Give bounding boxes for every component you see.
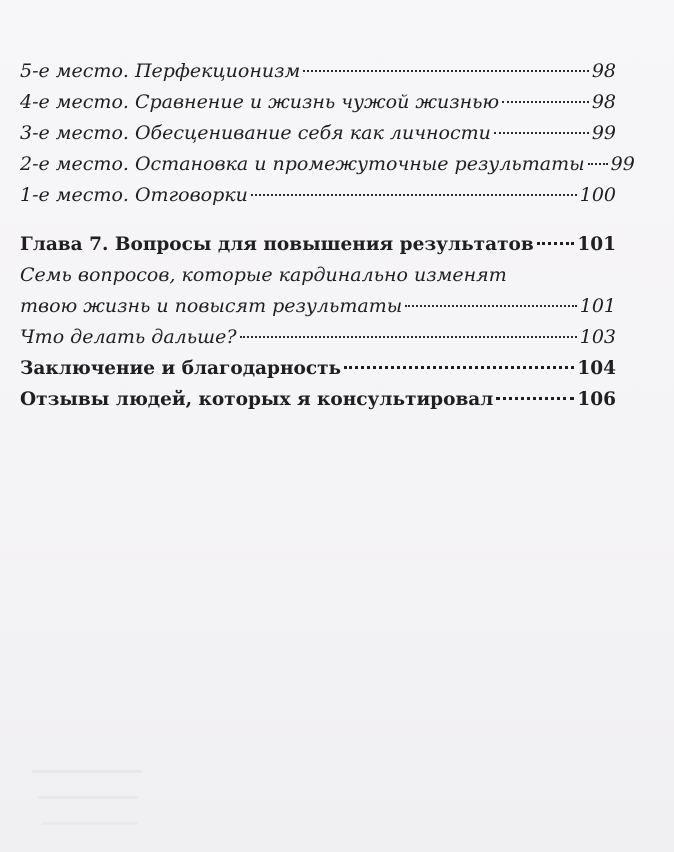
toc-entry-place-4	[20, 87, 616, 118]
toc-entry-conclusion	[20, 353, 616, 384]
dot-leader	[588, 163, 608, 165]
toc-entry-page: 101	[577, 234, 616, 255]
toc-entry-title: твою жизнь и повысят результаты	[20, 295, 403, 317]
toc-entry-title: 1-е место. Отговорки	[20, 184, 248, 206]
toc-entry-title: Что делать дальше?	[20, 326, 237, 348]
dot-leader	[502, 101, 589, 103]
toc-entry-page: 100	[579, 184, 616, 206]
show-through-texture	[28, 760, 148, 840]
table-of-contents	[20, 56, 635, 415]
toc-entry-chapter-7	[20, 229, 616, 260]
toc-entry-title: 3-е место. Обесценивание себя как личности	[20, 122, 491, 144]
dot-leader	[494, 132, 589, 134]
toc-entry-page: 99	[591, 122, 616, 144]
toc-entry-page: 104	[577, 358, 616, 379]
toc-entry-seven-questions-line2	[20, 291, 616, 322]
bleed-through-marks	[28, 760, 148, 840]
toc-entry-what-next	[20, 322, 616, 353]
toc-entry-place-5	[20, 56, 616, 87]
toc-entry-page: 99	[610, 153, 635, 175]
toc-entry-page: 101	[579, 295, 616, 317]
toc-entry-page: 98	[591, 60, 616, 82]
toc-entry-page: 106	[577, 389, 616, 410]
dot-leader	[240, 336, 577, 338]
toc-entry-title: Глава 7. Вопросы для повышения результатов	[20, 234, 534, 255]
toc-entry-place-1	[20, 180, 616, 211]
dot-leader	[537, 242, 575, 245]
dot-leader	[344, 366, 574, 369]
toc-entry-seven-questions-line1	[20, 260, 616, 291]
toc-entry-title: Отзывы людей, которых я консультировал	[20, 389, 494, 410]
dot-leader	[303, 70, 589, 72]
toc-entry-page: 98	[591, 91, 616, 113]
toc-entry-title: Заключение и благодарность	[20, 358, 342, 379]
dot-leader	[405, 305, 577, 307]
dot-leader	[496, 397, 574, 400]
toc-entry-title: Семь вопросов, которые кардинально изменят	[20, 264, 507, 286]
toc-entry-title: 2-е место. Остановка и промежуточные результаты	[20, 153, 585, 175]
dot-leader	[251, 194, 577, 196]
toc-entry-place-3	[20, 118, 616, 149]
toc-entry-reviews	[20, 384, 616, 415]
toc-entry-title: 4-е место. Сравнение и жизнь чужой жизнью	[20, 91, 500, 113]
toc-entry-title: 5-е место. Перфекционизм	[20, 60, 301, 82]
toc-entry-page: 103	[579, 326, 616, 348]
toc-entry-place-2	[20, 149, 635, 180]
section-gap	[20, 211, 616, 229]
